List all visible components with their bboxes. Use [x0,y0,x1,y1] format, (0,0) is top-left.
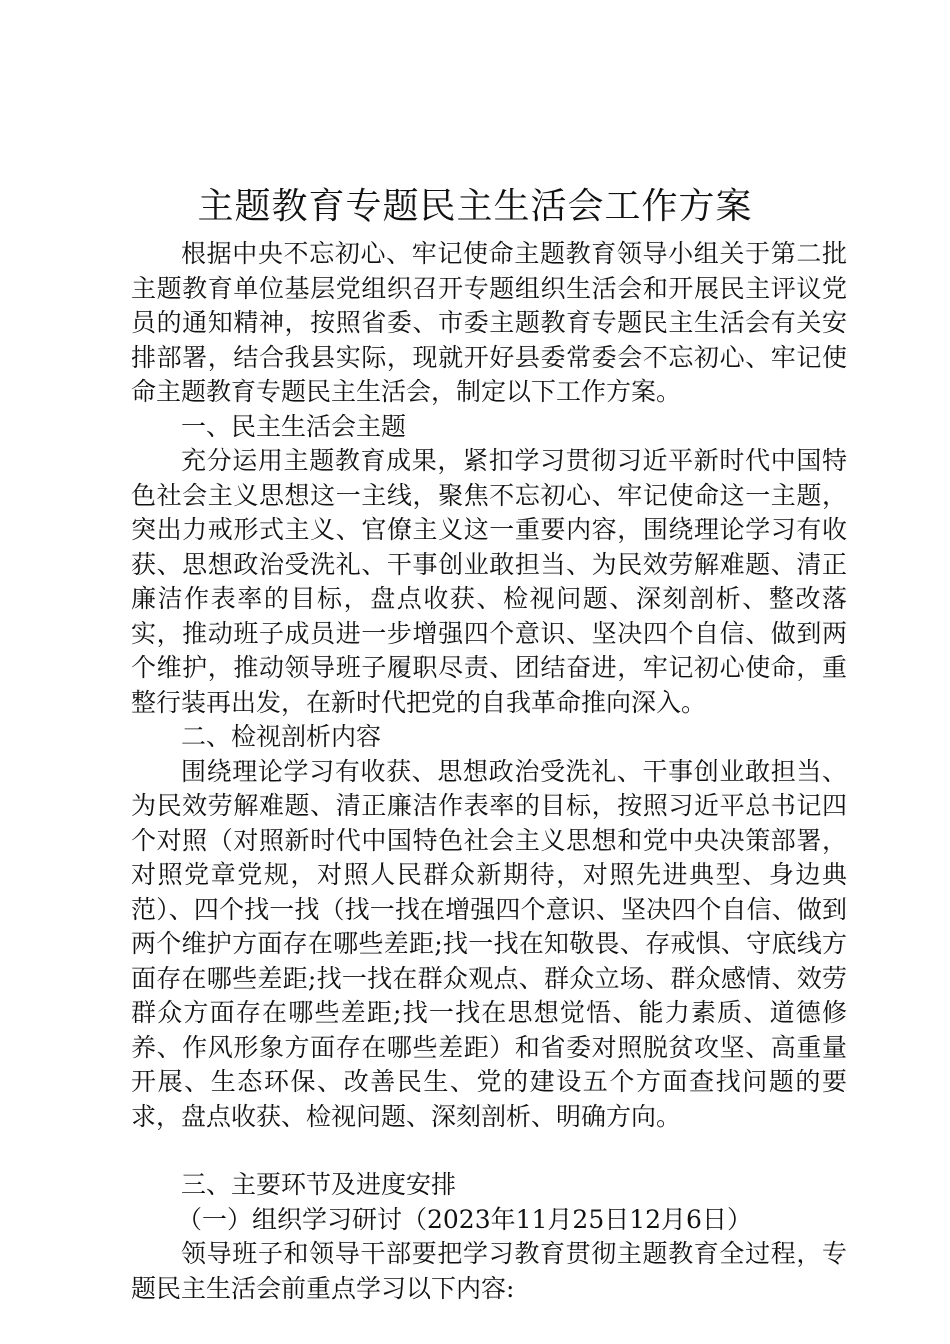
section-1-paragraph: 充分运用主题教育成果，紧扣学习贯彻习近平新时代中国特色社会主义思想这一主线，聚焦不忘初心、牢记使命这一主题，突出力戒形式主义、官僚主义这一重要内容，围绕理论学习有收获、思想政治受洗礼、干事创业敢担当、为民效劳解难题、清正廉洁作表率的目标，盘点收获、检视问题、深刻剖析、整改落实，推动班子成员进一步增强四个意识、坚决四个自信、做到两个维护，推动领导班子履职尽责、团结奋进，牢记初心使命，重整行装再出发，在新时代把党的自我革命推向深入。 [131,446,847,717]
section-2-paragraph: 围绕理论学习有收获、思想政治受洗礼、干事创业敢担当、为民效劳解难题、清正廉洁作表率的目标，按照习近平总书记四个对照（对照新时代中国特色社会主义思想和党中央决策部署，对照党章党规，对照人民群众新期待，对照先进典型、身边典范）、四个找一找（找一找在增强四个意识、坚决四个自信、做到两个维护方面存在哪些差距;找一找在知敬畏、存戒惧、守底线方面存在哪些差距;找一找在群众观点、群众立场、群众感情、效劳群众方面存在哪些差距;找一找在思想觉悟、能力素质、道德修养、作风形象方面存在哪些差距）和省委对照脱贫攻坚、高重量开展、生态环保、改善民生、党的建设五个方面查找问题的要求，盘点收获、检视问题、深刻剖析、明确方向。 [131,756,847,1131]
section-2-heading: 二、检视剖析内容 [181,722,382,751]
document-body [131,237,847,1306]
document-title: 主题教育专题民主生活会工作方案 [197,186,753,227]
section-1-heading: 一、民主生活会主题 [181,411,407,441]
section-3-heading: 三、主要环节及进度安排 [181,1170,457,1199]
intro-paragraph: 根据中央不忘初心、牢记使命主题教育领导小组关于第二批主题教育单位基层党组织召开专题组织生活会和开展民主评议党员的通知精神，按照省委、市委主题教育专题民主生活会有关安排部署，结合我县实际，现就开好县委常委会不忘初心、牢记使命主题教育专题民主生活会，制定以下工作方案。 [131,239,847,406]
section-3-paragraph: 领导班子和领导干部要把学习教育贯彻主题教育全过程，专题民主生活会前重点学习以下内容: [131,1239,847,1303]
section-3-subheading: （一）组织学习研讨（2023年11月25日12月6日） [177,1204,752,1234]
blank-line [131,1134,847,1168]
